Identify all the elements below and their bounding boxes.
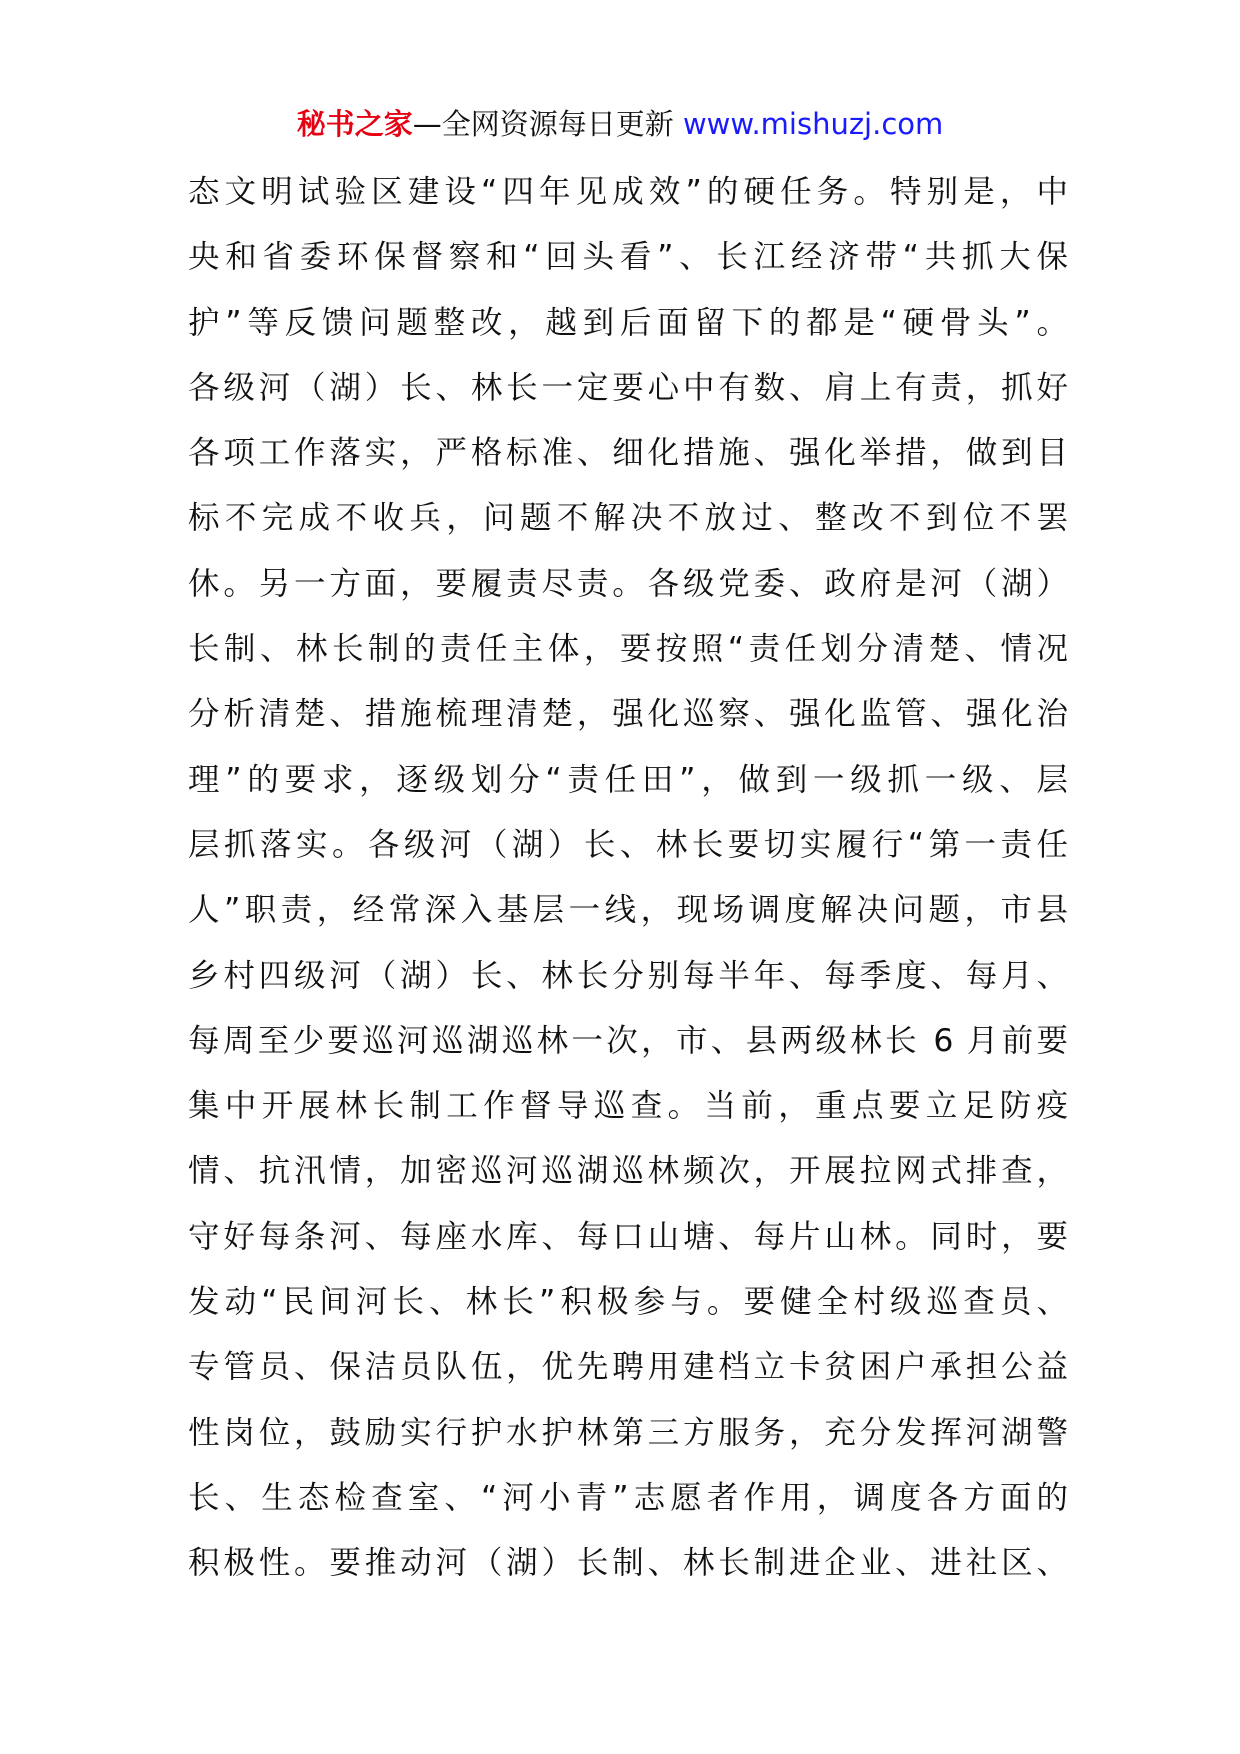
text-line: 性岗位，鼓励实行护水护林第三方服务，充分发挥河湖警 — [188, 1414, 1068, 1451]
text-line: 层抓落实。各级河（湖）长、林长要切实履行“第一责任 — [188, 826, 1068, 863]
text-line: 积极性。要推动河（湖）长制、林长制进企业、进社区、 — [188, 1545, 1068, 1582]
text-line: 每周至少要巡河巡湖巡林一次，市、县两级林长 6 月前要 — [188, 1022, 1068, 1059]
text-line: 长、生态检查室、“河小青”志愿者作用，调度各方面的 — [188, 1479, 1068, 1516]
text-line: 集中开展林长制工作督导巡查。当前，重点要立足防疫 — [188, 1088, 1068, 1125]
text-line: 乡村四级河（湖）长、林长分别每半年、每季度、每月、 — [188, 957, 1068, 994]
text-line: 休。另一方面，要履责尽责。各级党委、政府是河（湖） — [188, 565, 1068, 602]
website-link[interactable]: www.mishuzj.com — [682, 107, 944, 141]
text-line: 专管员、保洁员队伍，优先聘用建档立卡贫困户承担公益 — [188, 1349, 1068, 1386]
brand-name: 秘书之家 — [296, 107, 413, 141]
page-header — [0, 104, 1240, 144]
text-line: 守好每条河、每座水库、每口山塘、每片山林。同时，要 — [188, 1218, 1068, 1255]
text-line: 发动“民间河长、林长”积极参与。要健全村级巡查员、 — [188, 1284, 1068, 1321]
text-line: 护”等反馈问题整改，越到后面留下的都是“硬骨头”。 — [188, 304, 1068, 341]
text-line: 各级河（湖）长、林长一定要心中有数、肩上有责，抓好 — [188, 369, 1068, 406]
text-line: 央和省委环保督察和“回头看”、长江经济带“共抓大保 — [188, 239, 1068, 276]
document-body — [188, 160, 1068, 1597]
text-line: 态文明试验区建设“四年见成效”的硬任务。特别是，中 — [188, 174, 1068, 210]
text-line: 分析清楚、措施梳理清楚，强化巡察、强化监管、强化治 — [188, 696, 1068, 733]
text-line: 理”的要求，逐级划分“责任田”，做到一级抓一级、层 — [188, 761, 1068, 798]
text-line: 情、抗汛情，加密巡河巡湖巡林频次，开展拉网式排查， — [188, 1153, 1068, 1190]
text-line: 各项工作落实，严格标准、细化措施、强化举措，做到目 — [188, 435, 1068, 472]
text-line: 长制、林长制的责任主体，要按照“责任划分清楚、情况 — [188, 631, 1068, 668]
text-line: 标不完成不收兵，问题不解决不放过、整改不到位不罢 — [188, 500, 1068, 537]
text-line: 人”职责，经常深入基层一线，现场调度解决问题，市县 — [188, 892, 1068, 929]
header-tagline: —全网资源每日更新 — [412, 107, 674, 141]
